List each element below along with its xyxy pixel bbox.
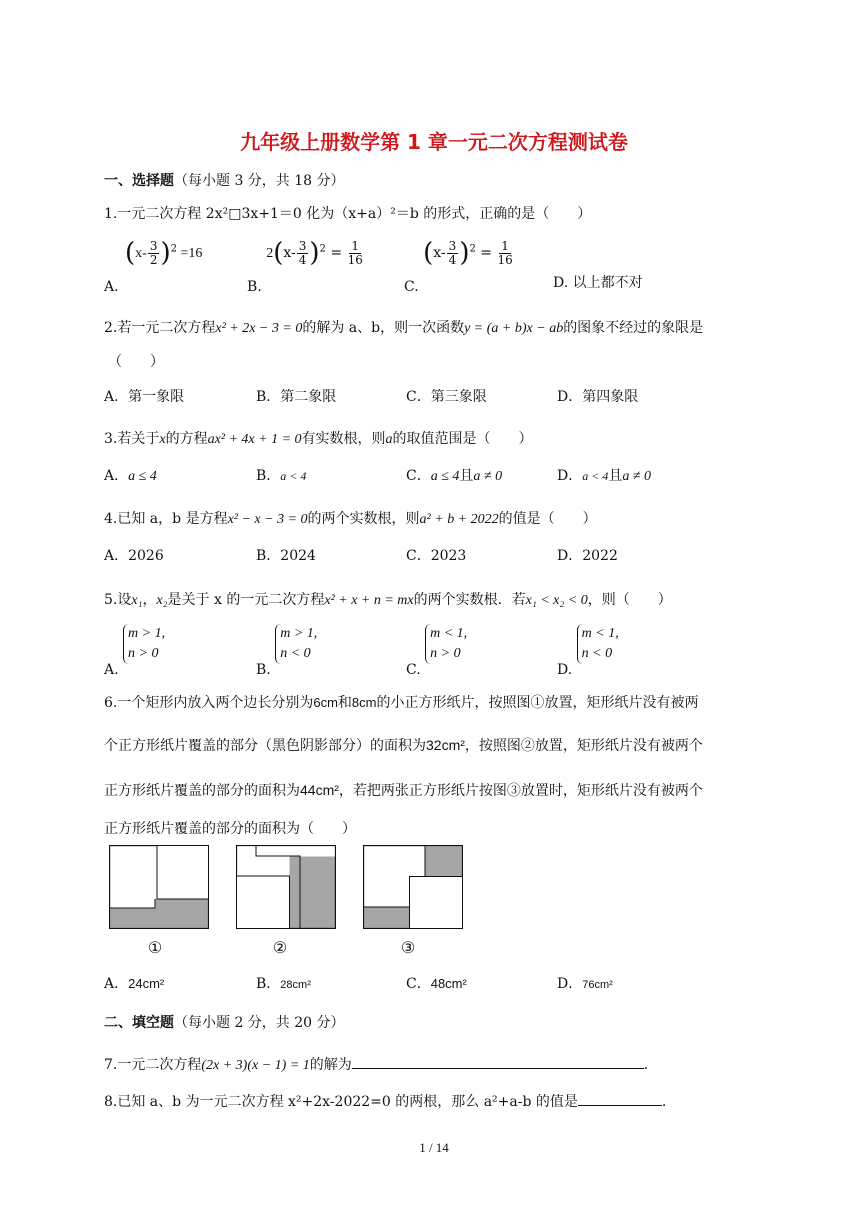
option-math-2: a ≠ 0 [622,469,652,484]
section-heading-choice [104,170,345,190]
q2-answer-paren: （ ） [108,354,164,370]
q8-answer-blank[interactable] [578,1105,662,1106]
question-6-line-4: 正方形纸片覆盖的部分的面积为（ ） [104,821,356,837]
question-7 [104,1054,648,1074]
option-letter: A． [104,468,129,484]
question-3-stem [104,428,533,448]
q2-text-a: 2.若一元二次方程 [104,320,216,336]
q5-var-x2: x₂ [156,593,168,608]
q5-text-a: 5.设 [104,592,132,608]
system-line-2: n < 0 [581,646,613,661]
system-line-1: m < 1, [430,626,468,641]
q7-text-a: 7.一元二次方程 [104,1057,202,1073]
question-2-stem [104,317,703,337]
option-system [275,624,317,664]
question-6-line-3 [104,780,703,800]
q2-option-c: C．第三象限 [406,389,487,405]
option-letter: A. [104,279,119,295]
section-label: 一、选择题 [104,173,174,189]
q3-option-a [104,465,157,485]
option-value: 48cm² [430,976,467,991]
figure-3-drawing [363,845,463,929]
option-math-2: a ≠ 0 [473,469,503,484]
option-value: 28cm² [280,979,311,991]
q3-equation: ax² + 4x + 1 = 0 [207,432,302,447]
q4-equation: x² − x − 3 = 0 [227,512,308,527]
q8-end: . [661,1094,667,1110]
figure-2 [236,845,336,929]
option-math: a ≤ 4 [128,469,157,484]
q6-value-32: 32cm² [426,737,465,753]
figure-3 [363,845,463,929]
section-heading-fill [104,1012,345,1032]
q2-function: y = (a + b)x − ab [464,321,564,336]
option-math: a < 4 [582,469,609,483]
question-8 [104,1091,666,1111]
q6-option-a [104,973,164,993]
option-letter: B． [256,468,281,484]
q2-option-b: B．第二象限 [256,389,337,405]
question-5-stem [104,589,672,609]
option-system [123,624,165,664]
q7-equation: (2x + 3)(x − 1) = 1 [201,1058,310,1073]
q6-text: 正方形纸片覆盖的部分的面积为 [104,783,300,799]
q6-option-c [406,973,467,993]
figure-1-drawing [109,845,209,929]
q4-text-a: 4.已知 a，b 是方程 [104,511,228,527]
figure-2-label: ② [272,938,288,957]
q5-condition: x₁ < x₂ < 0 [525,593,588,608]
option-math: a ≤ 4 [430,469,460,484]
q3-option-b [256,465,306,485]
q6-text: ，按照图②放置，矩形纸片没有被两个 [464,738,703,754]
page-title: 九年级上册数学第 1 章一元二次方程测试卷 [240,130,628,154]
q3-text-d: 的取值范围是（ ） [392,431,533,447]
q6-text: 个正方形纸片覆盖的部分（黑色阴影部分）的面积为 [104,738,426,754]
option-letter: D． [557,976,583,992]
q2-option-d: D．第四象限 [557,389,639,405]
q1-option-c-math: (x- $\frac{3}{4}$ )$^2$ = $\frac{1}{16}$ [423,238,513,268]
system-line-2: n > 0 [430,646,461,661]
q1-option-b-math: 2(x- $\frac{3}{4}$ )$^2$ = $\frac{1}{16}$ [266,238,363,268]
q5-text-c: 的两个实数根．若 [413,592,526,608]
q5-var-x1: x₁ [131,593,143,608]
question-4-stem [104,508,597,528]
q5-option-a [104,624,166,678]
q5-option-d [557,624,619,678]
system-line-2: n > 0 [128,646,159,661]
q1-option-a [104,238,203,295]
q5-separator: ， [142,592,157,608]
option-letter: A. [104,662,119,678]
option-value: 76cm² [582,979,613,991]
figure-1-label: ① [147,938,163,957]
section-note: （每小题 3 分，共 18 分） [174,173,345,189]
q4-expression: a² + b + 2022 [419,512,499,527]
q4-option-d: D．2022 [557,548,618,564]
option-letter: D. [557,662,573,678]
system-line-1: m < 1, [581,626,619,641]
figure-1 [109,845,209,929]
q1-option-d: D. 以上都不对 [553,275,643,291]
option-letter: A． [104,976,129,992]
q2-equation: x² + 2x − 3 = 0 [215,321,303,336]
q1-option-a-math: (x- $\frac{3}{2}$ )$^2$ =16 [125,238,203,268]
q6-value-6cm: 6cm [313,695,338,710]
page-number: 1 / 14 [419,1140,449,1155]
q3-var-a: a [385,432,393,447]
q3-option-c [406,465,502,485]
q5-text-d: ，则（ ） [587,592,672,608]
q5-option-c [406,624,468,678]
q6-text: ，若把两张正方形纸片按图③放置时，矩形纸片没有被两个 [338,783,703,799]
q5-equation: x² + x + n = mx [324,593,414,608]
option-letter: C． [406,976,431,992]
q2-option-a: A．第一象限 [104,389,185,405]
q5-text-b: 是关于 x 的一元二次方程 [167,592,325,608]
section-label: 二、填空题 [104,1015,174,1031]
option-letter: C． [406,468,431,484]
option-letter: D． [557,468,583,484]
option-and: 且 [459,468,474,484]
q7-end: . [643,1057,649,1073]
q1-option-c [404,238,514,295]
system-line-1: m > 1, [280,626,318,641]
q4-option-a: A．2026 [104,548,164,564]
system-line-2: n < 0 [280,646,311,661]
section-note: （每小题 2 分，共 20 分） [174,1015,345,1031]
q3-text-a: 3.若关于 [104,431,160,447]
q3-text-b: 的方程 [165,431,208,447]
q6-value-44: 44cm² [300,782,339,798]
option-letter: B． [256,976,281,992]
question-1-stem: 1.一元二次方程 2x²□3x+1＝0 化为（x+a）²＝b 的形式，正确的是（ ） [104,206,592,222]
option-letter: C. [406,662,421,678]
q4-option-c: C．2023 [406,548,467,564]
q1-option-b [247,238,364,295]
q2-text-c: 的图象不经过的象限是 [563,320,704,336]
option-letter: B. [247,279,262,295]
q4-text-b: 的两个实数根，则 [307,511,420,527]
q6-value-8cm: 8cm [351,695,377,710]
system-line-1: m > 1, [128,626,166,641]
q4-text-c: 的值是（ ） [498,511,597,527]
q3-var-x: x [159,432,166,447]
q6-option-d [557,973,613,993]
option-letter: C. [404,279,419,295]
option-math: a < 4 [280,469,307,483]
q3-option-d [557,465,651,485]
q8-text: 8.已知 a、b 为一元二次方程 x²+2x-2022=0 的两根，那么 a²+a-b 的值是 [104,1094,578,1110]
q5-option-b [256,624,318,678]
q3-text-c: 有实数根，则 [301,431,386,447]
option-value: 24cm² [128,976,165,991]
figure-2-drawing [236,845,336,929]
question-6-line-2 [104,735,703,755]
option-system [425,624,467,664]
q6-text: 和 [337,695,352,711]
question-6-line-1 [104,692,698,712]
option-system [577,624,619,664]
q4-option-b: B．2024 [256,548,316,564]
option-letter: B. [256,662,271,678]
figure-3-label: ③ [400,938,416,957]
q6-text: 6.一个矩形内放入两个边长分别为 [104,695,314,711]
q6-text: 的小正方形纸片，按照图①放置，矩形纸片没有被两 [376,695,699,711]
option-and: 且 [608,468,623,484]
q7-text-b: 的解为 [309,1057,352,1073]
q7-answer-blank[interactable] [352,1068,644,1069]
q6-option-b [256,973,311,993]
q2-text-b: 的解为 a、b，则一次函数 [302,320,465,336]
